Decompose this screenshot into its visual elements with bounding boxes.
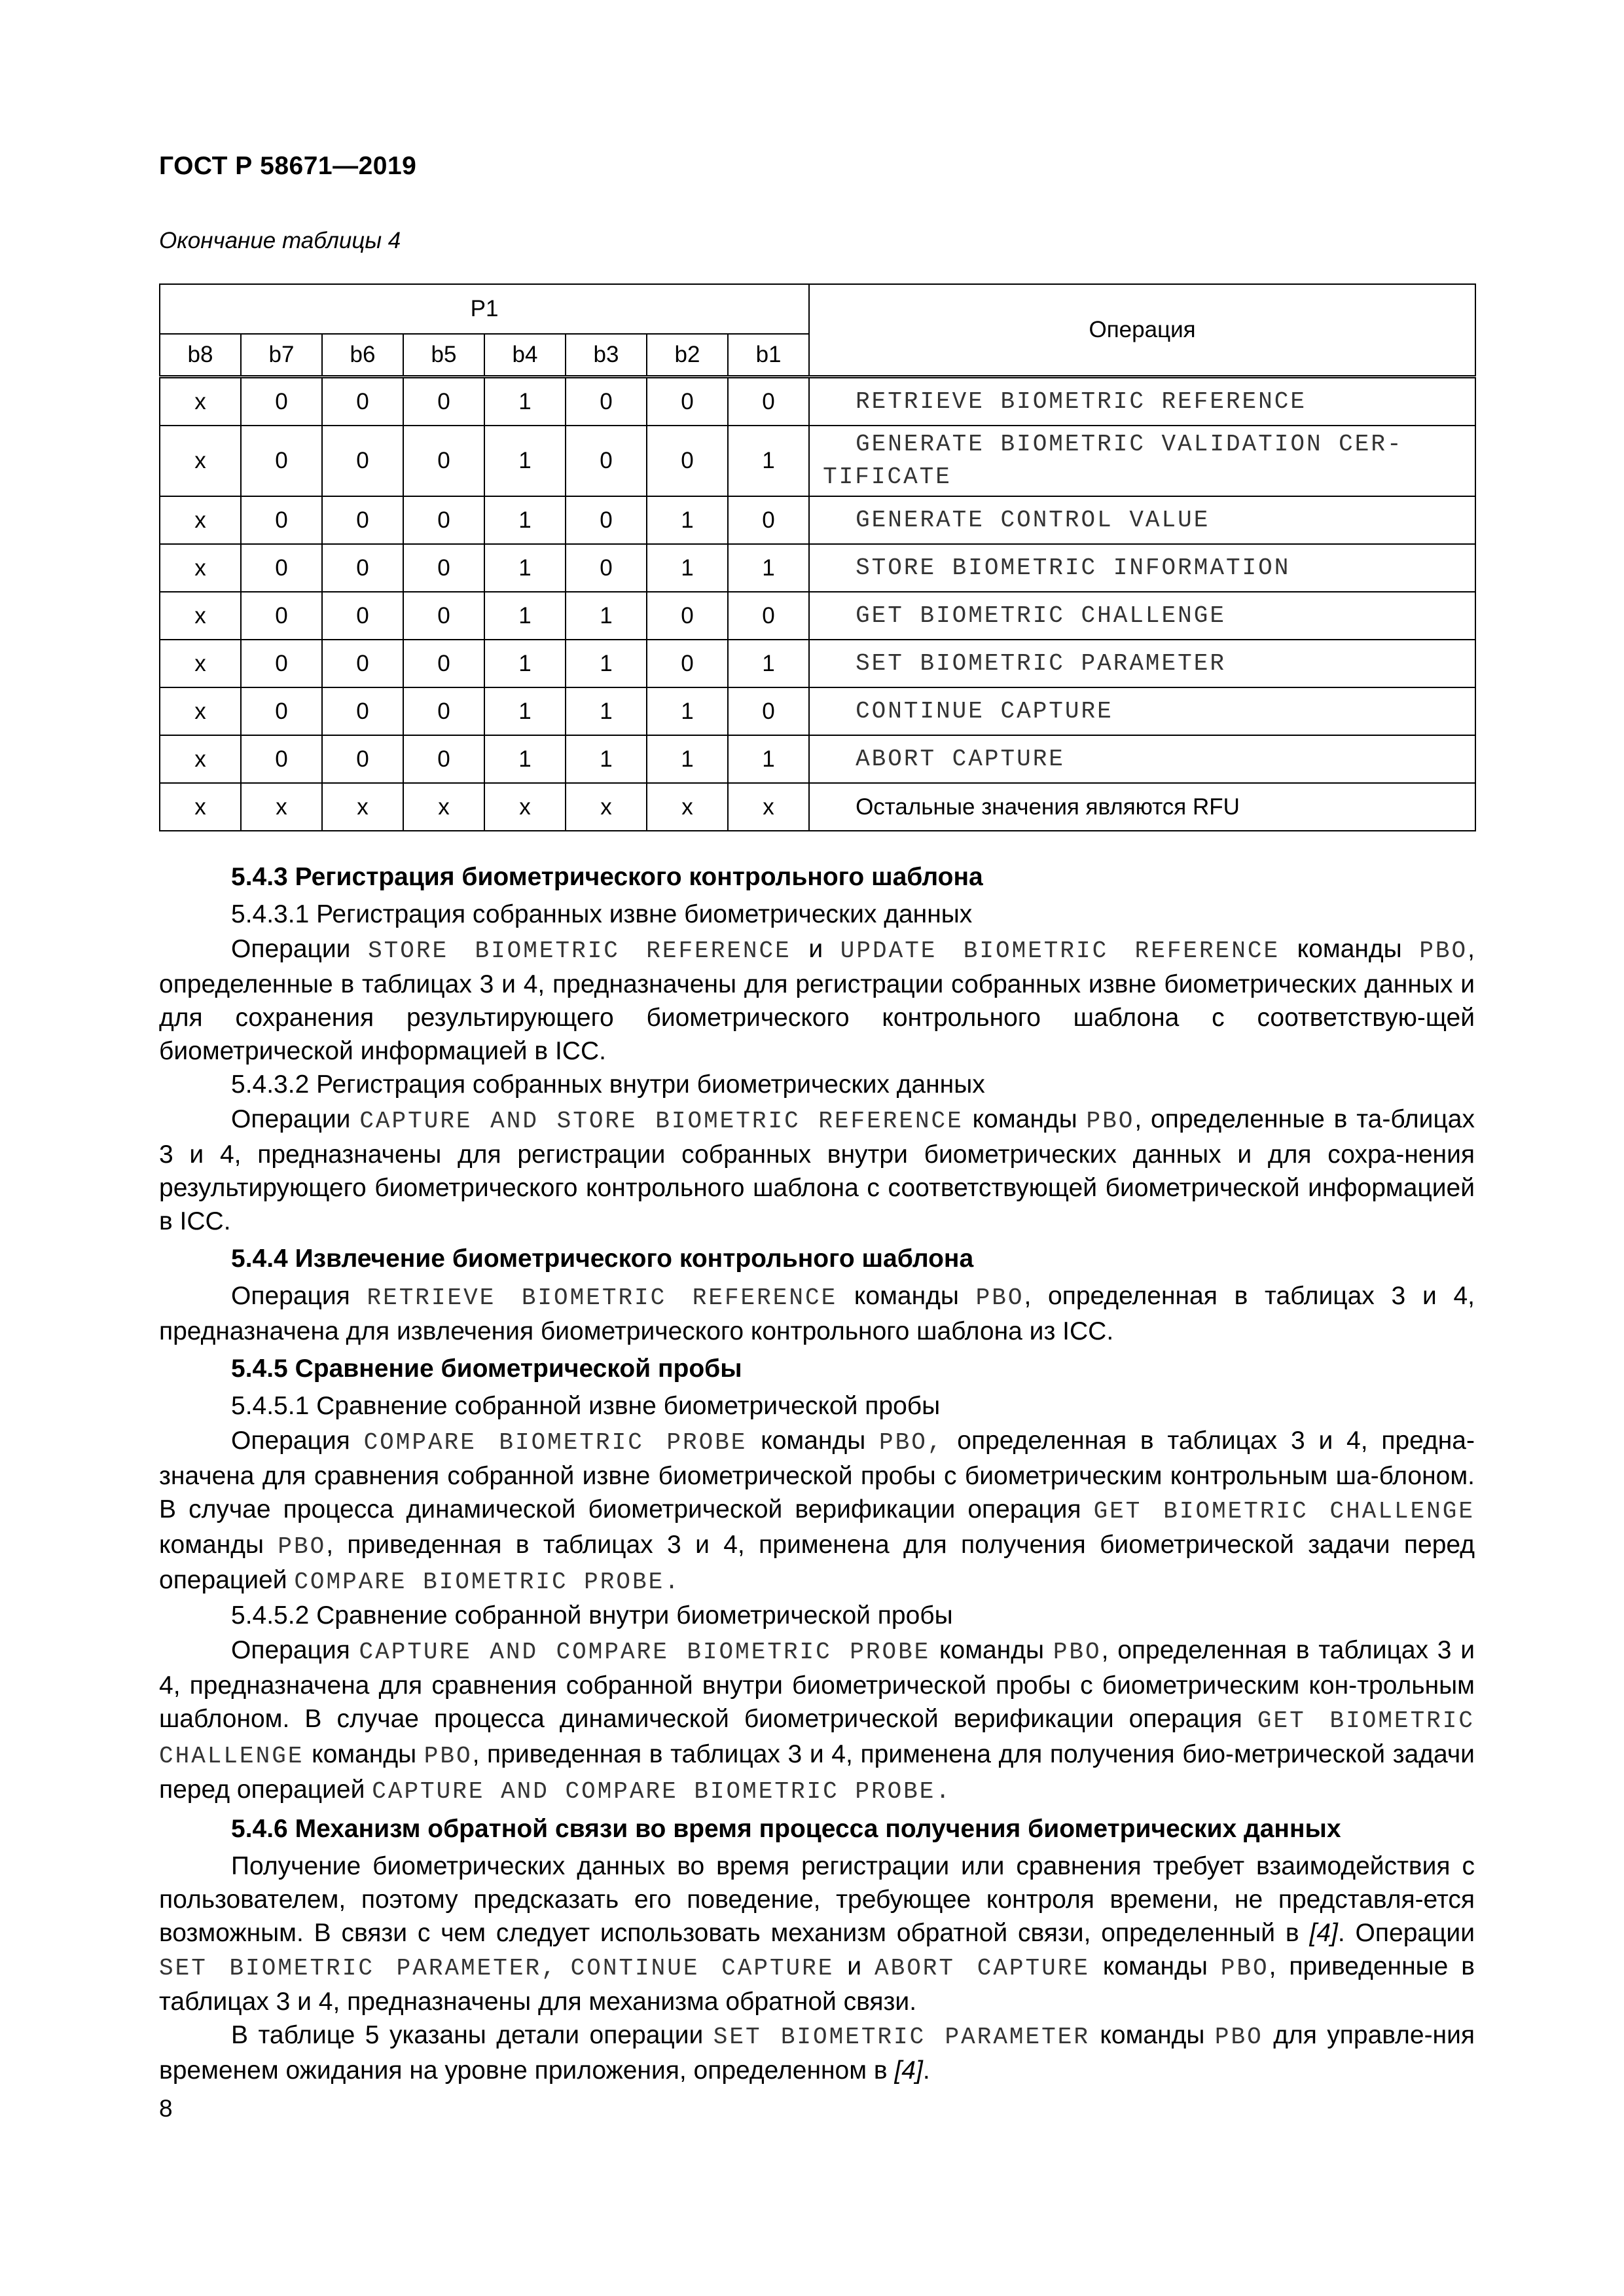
bit-cell: 1: [566, 592, 647, 640]
bit-cell: x: [241, 783, 322, 831]
bit-cell: 0: [322, 592, 403, 640]
bit-cell: x: [160, 783, 241, 831]
bit-cell: x: [160, 735, 241, 783]
bit-cell: 1: [484, 687, 566, 735]
bit-cell: x: [160, 426, 241, 496]
paragraph: [159, 1279, 1475, 1348]
bit-cell: 1: [484, 735, 566, 783]
command-name: CAPTURE AND COMPARE BIOMETRIC PROBE: [359, 1639, 931, 1666]
table-row: [160, 735, 1475, 783]
operation-line-1: GENERATE BIOMETRIC VALIDATION CER-: [856, 431, 1403, 458]
text-span: для управле-ния временем ожидания на уровне приложения, определенном в: [159, 2021, 1475, 2085]
bit-header: b6: [322, 334, 403, 377]
section-heading-5-4-4: 5.4.4 Извлечение биометрического контрольного шаблона: [231, 1245, 974, 1273]
bit-cell: 0: [647, 592, 728, 640]
bit-cell: 1: [484, 377, 566, 426]
document-header: ГОСТ Р 58671—2019: [159, 152, 417, 180]
bit-cell: 0: [566, 377, 647, 426]
operation-cell: [809, 426, 1475, 496]
table-row: [160, 496, 1475, 544]
command-name: GET BIOMETRIC CHALLENGE: [159, 1707, 1475, 1770]
table-row: [160, 592, 1475, 640]
subsection-title-5-4-3-2: 5.4.3.2 Регистрация собранных внутри биометрических данных: [231, 1070, 985, 1099]
command-name: STORE BIOMETRIC REFERENCE: [368, 938, 791, 964]
bit-cell: 1: [728, 544, 809, 592]
bit-cell: 0: [647, 377, 728, 426]
bit-cell: 0: [241, 426, 322, 496]
text-span: , определенная в таблицах 3 и 4, предназначена для сравнения собранной внутри биометрической пробы с биометрическим кон-трольным шаблоном. В случае процесса динамической биометрической верификации операция: [159, 1636, 1475, 1733]
text-span: Операция: [231, 1636, 359, 1664]
operation-cell: STORE BIOMETRIC INFORMATION: [809, 544, 1475, 592]
bit-cell: 0: [647, 426, 728, 496]
command-name: PBO: [1419, 938, 1468, 964]
subsection-title-5-4-3-1: 5.4.3.1 Регистрация собранных извне биометрических данных: [231, 900, 973, 928]
bit-cell: 0: [403, 496, 484, 544]
subsection-title-5-4-5-1: 5.4.5.1 Сравнение собранной извне биометрической пробы: [231, 1392, 941, 1420]
paragraph: [159, 1424, 1475, 1599]
bit-cell: 0: [322, 426, 403, 496]
p1-group-header: P1: [160, 284, 809, 334]
text-span: и: [791, 935, 840, 963]
bit-header: b4: [484, 334, 566, 377]
bit-cell: 0: [322, 544, 403, 592]
text-span: команды: [1280, 935, 1420, 963]
bit-cell: 1: [566, 735, 647, 783]
command-name: GET BIOMETRIC CHALLENGE: [1093, 1498, 1475, 1525]
paragraph: [159, 932, 1475, 1068]
paragraph: [159, 1102, 1475, 1238]
document-body: [159, 856, 1475, 2087]
text-span: команды: [747, 1427, 880, 1455]
bit-cell: 0: [403, 592, 484, 640]
bit-header: b8: [160, 334, 241, 377]
command-name: CAPTURE AND COMPARE BIOMETRIC PROBE.: [372, 1778, 952, 1805]
bit-cell: 0: [241, 544, 322, 592]
bit-cell: 1: [484, 426, 566, 496]
bit-cell: 0: [241, 592, 322, 640]
bit-cell: 0: [728, 687, 809, 735]
command-name: PBO,: [879, 1429, 944, 1456]
bit-cell: x: [160, 377, 241, 426]
text-span: Операции: [231, 935, 369, 963]
bit-cell: 0: [322, 687, 403, 735]
bit-header: b1: [728, 334, 809, 377]
text-span: и: [834, 1952, 875, 1980]
bit-cell: x: [403, 783, 484, 831]
operation-cell: CONTINUE CAPTURE: [809, 687, 1475, 735]
reference-link[interactable]: [4]: [1309, 1919, 1338, 1947]
bit-cell: x: [160, 544, 241, 592]
bit-cell: x: [160, 687, 241, 735]
text-span: , приведенная в таблицах 3 и 4, применена для получения биометрической задачи перед операцией: [159, 1531, 1475, 1594]
text-span: , определенные в та-блицах 3 и 4, предназначены для регистрации собранных внутри биометрических данных и для сохра-нения результирующего биометрического контрольного шаблона с соответствующей биометрической информацией в ICC.: [159, 1105, 1475, 1235]
bit-cell: x: [322, 783, 403, 831]
text-span: , определенные в таблицах 3 и 4, предназначены для регистрации собранных извне биометрических данных и для сохранения результирующего биометрического контрольного шаблона с соответствую-щей биометрической информацией в ICC.: [159, 935, 1475, 1065]
text-span: , приведенная в таблицах 3 и 4, применена для получения био-метрической задачи перед операцией: [159, 1740, 1475, 1804]
command-name: PBO: [278, 1533, 327, 1560]
bit-cell: 0: [241, 735, 322, 783]
table-row: [160, 544, 1475, 592]
section-heading-5-4-3: 5.4.3 Регистрация биометрического контрольного шаблона: [231, 863, 983, 891]
operation-cell: ABORT CAPTURE: [809, 735, 1475, 783]
command-name: COMPARE BIOMETRIC PROBE.: [294, 1569, 681, 1595]
command-name: UPDATE BIOMETRIC REFERENCE: [840, 938, 1280, 964]
text-span: Получение биометрических данных во время регистрации или сравнения требует взаимодействия с пользователем, поэтому предсказать его поведение, требующее контроля времени, не представля-ется возможным. В связи с чем следует использовать механизм обратной связи, определенный в: [159, 1852, 1475, 1947]
bit-cell: x: [160, 640, 241, 687]
section-heading-5-4-5: 5.4.5 Сравнение биометрической пробы: [231, 1355, 742, 1383]
bit-cell: 0: [403, 640, 484, 687]
table-row: [160, 426, 1475, 496]
operation-cell: GET BIOMETRIC CHALLENGE: [809, 592, 1475, 640]
bit-cell: x: [728, 783, 809, 831]
text-span: , определенная в таблицах 3 и 4, предназначена для извлечения биометрического контрольного шаблона из ICC.: [159, 1282, 1475, 1345]
text-span: .: [922, 2056, 930, 2085]
operations-table: [159, 283, 1476, 831]
bit-cell: x: [160, 496, 241, 544]
bit-cell: 1: [566, 687, 647, 735]
paragraph: [159, 1633, 1475, 1808]
text-span: , приведенные в таблицах 3 и 4, предназначены для механизма обратной связи.: [159, 1952, 1475, 2016]
table-caption: Окончание таблицы 4: [159, 228, 401, 253]
bit-cell: 0: [403, 544, 484, 592]
paragraph: [159, 2018, 1475, 2087]
command-name: CONTINUE CAPTURE: [570, 1955, 835, 1982]
bit-cell: x: [160, 592, 241, 640]
table-row: [160, 640, 1475, 687]
bit-cell: 0: [728, 592, 809, 640]
command-name: PBO: [1220, 1955, 1269, 1982]
subsection-title-5-4-5-2: 5.4.5.2 Сравнение собранной внутри биометрической пробы: [231, 1601, 953, 1630]
bit-cell: x: [484, 783, 566, 831]
bit-cell: 0: [241, 496, 322, 544]
bit-header: b3: [566, 334, 647, 377]
command-name: PBO: [424, 1743, 473, 1770]
bit-cell: 1: [566, 640, 647, 687]
bit-cell: 0: [241, 640, 322, 687]
text-span: команды: [1089, 2021, 1215, 2049]
operation-cell: Остальные значения являются RFU: [809, 783, 1475, 831]
table-row: [160, 377, 1475, 426]
bit-cell: 1: [728, 426, 809, 496]
command-name: SET BIOMETRIC PARAMETER,: [159, 1955, 558, 1982]
bit-header: b7: [241, 334, 322, 377]
bit-cell: 0: [403, 426, 484, 496]
bit-cell: 0: [728, 496, 809, 544]
text-span: команды: [930, 1636, 1053, 1664]
operation-column-header: Операция: [809, 284, 1475, 377]
bit-cell: 0: [241, 377, 322, 426]
bit-cell: 0: [728, 377, 809, 426]
paragraph: [159, 1850, 1475, 2018]
text-span: . Операции: [1337, 1919, 1475, 1947]
bit-cell: 1: [728, 640, 809, 687]
bit-cell: 1: [484, 544, 566, 592]
bit-cell: x: [566, 783, 647, 831]
bit-cell: 0: [322, 496, 403, 544]
bit-header: b5: [403, 334, 484, 377]
bit-header: b2: [647, 334, 728, 377]
text-span: команды: [159, 1531, 278, 1559]
operation-cell: SET BIOMETRIC PARAMETER: [809, 640, 1475, 687]
command-name: PBO: [1086, 1108, 1135, 1135]
bit-cell: 0: [403, 687, 484, 735]
text-span: В таблице 5 указаны детали операции: [231, 2021, 713, 2049]
bit-cell: 0: [566, 426, 647, 496]
command-name: PBO: [1053, 1639, 1102, 1666]
text-span: команды: [304, 1740, 424, 1768]
bit-cell: 0: [403, 377, 484, 426]
operation-line-2: TIFICATE: [823, 464, 952, 490]
reference-link[interactable]: [4]: [894, 2056, 923, 2085]
text-span: [558, 1952, 571, 1980]
bit-cell: 1: [647, 496, 728, 544]
bit-cell: 1: [647, 735, 728, 783]
bit-cell: 0: [322, 377, 403, 426]
bit-cell: 1: [647, 687, 728, 735]
bit-cell: 0: [403, 735, 484, 783]
bit-cell: 1: [484, 640, 566, 687]
text-span: команды: [963, 1105, 1087, 1133]
bit-cell: 1: [728, 735, 809, 783]
command-name: CAPTURE AND STORE BIOMETRIC REFERENCE: [359, 1108, 964, 1135]
command-name: PBO: [1214, 2024, 1263, 2050]
text-span: определенная в таблицах 3 и 4, предна-значена для сравнения собранной извне биометрической пробы с биометрическим контрольным ша-блоном. В случае процесса динамической биометрической верификации операция: [159, 1427, 1475, 1523]
bit-cell: 1: [647, 544, 728, 592]
bit-cell: 0: [647, 640, 728, 687]
text-span: команды: [837, 1282, 976, 1310]
command-name: ABORT CAPTURE: [875, 1955, 1090, 1982]
bit-cell: 0: [566, 544, 647, 592]
bit-cell: 0: [322, 640, 403, 687]
operation-cell: RETRIEVE BIOMETRIC REFERENCE: [809, 377, 1475, 426]
section-heading-5-4-6: 5.4.6 Механизм обратной связи во время процесса получения биометрических данных: [231, 1815, 1341, 1843]
command-name: RETRIEVE BIOMETRIC REFERENCE: [367, 1285, 838, 1311]
text-span: Операции: [231, 1105, 360, 1133]
page-number: 8: [159, 2095, 173, 2122]
bit-cell: 0: [241, 687, 322, 735]
table-row: [160, 687, 1475, 735]
text-span: команды: [1089, 1952, 1221, 1980]
bit-cell: x: [647, 783, 728, 831]
bit-cell: 0: [566, 496, 647, 544]
command-name: SET BIOMETRIC PARAMETER: [713, 2024, 1090, 2050]
bit-cell: 1: [484, 496, 566, 544]
table-row: [160, 783, 1475, 831]
text-span: Операция: [231, 1282, 367, 1310]
text-span: Операция: [231, 1427, 364, 1455]
operation-cell: GENERATE CONTROL VALUE: [809, 496, 1475, 544]
command-name: COMPARE BIOMETRIC PROBE: [363, 1429, 748, 1456]
bit-cell: 0: [322, 735, 403, 783]
command-name: PBO: [975, 1285, 1024, 1311]
bit-cell: 1: [484, 592, 566, 640]
